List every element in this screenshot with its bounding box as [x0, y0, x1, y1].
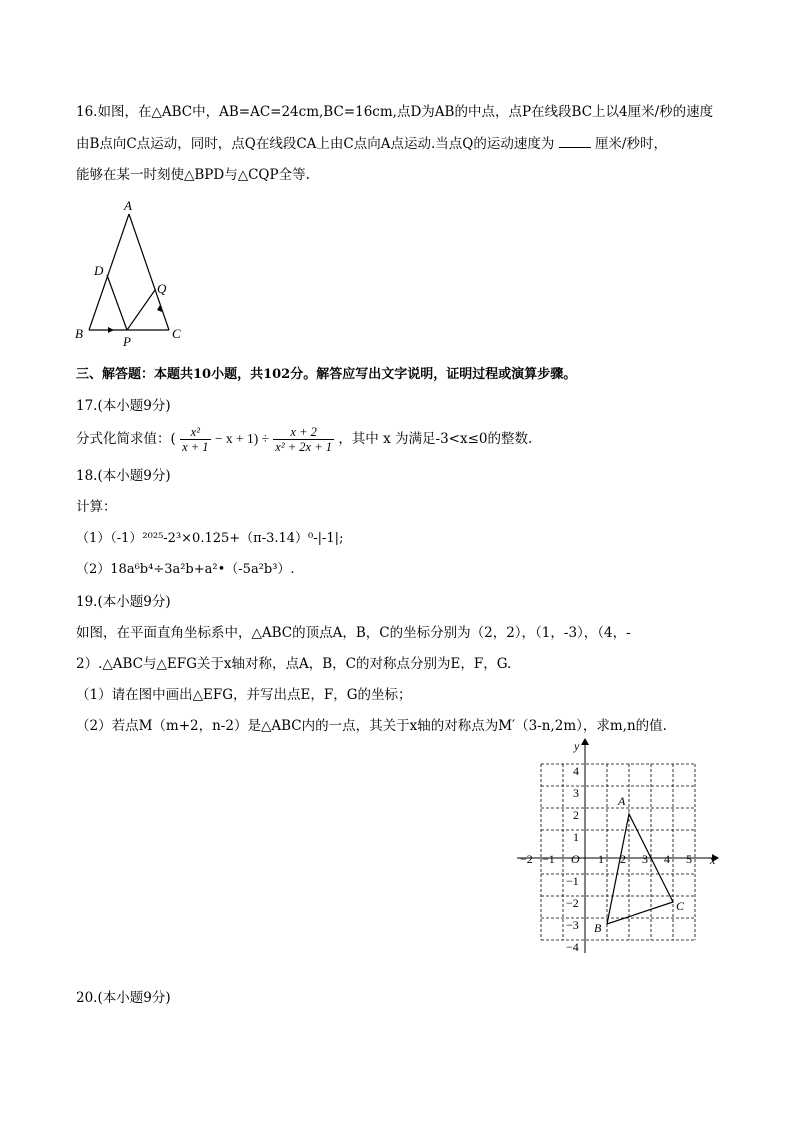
q17-suffix: ，其中 x 为满足-3<x≤0的整数.: [338, 431, 533, 447]
q19-coordinate-grid: [512, 738, 722, 956]
y-tick: 1: [573, 830, 579, 844]
axis-x-label: x: [710, 853, 716, 867]
y-tick: −4: [566, 940, 579, 954]
label-A: A: [124, 198, 132, 213]
q20-head: 20.(本小题9分): [76, 990, 171, 1006]
axis-y-label: y: [574, 739, 580, 753]
x-tick: −2: [520, 852, 533, 866]
x-tick: 4: [664, 852, 670, 866]
triangle-abc: [607, 814, 673, 924]
origin-label: O: [571, 852, 580, 866]
point-A-label: A: [618, 794, 626, 808]
q17-mid: − x + 1) ÷: [214, 431, 269, 446]
y-tick: −2: [566, 896, 579, 910]
x-tick: −1: [542, 852, 555, 866]
x-tick: 5: [686, 852, 692, 866]
y-tick: 2: [573, 808, 579, 822]
label-D: D: [94, 263, 104, 278]
label-C: C: [172, 326, 181, 341]
y-tick: −3: [566, 918, 579, 932]
answer-blank: [559, 135, 591, 148]
label-B: B: [75, 326, 83, 341]
q19-line1: 如图，在平面直角坐标系中，△ABC的顶点A，B，C的坐标分别为（2，2），（1，-3），（4，-: [76, 625, 631, 641]
q16-line1: 16.如图，在△ABC中，AB=AC=24cm,BC=16cm,点D为AB的中点，点P在线段BC上以4厘米/秒的速度: [76, 104, 714, 120]
y-tick: −1: [566, 874, 579, 888]
q19-part2: （2）若点M（m+2，n-2）是△ABC内的一点，其关于x轴的对称点为M′（3-n,2m），求m,n的值.: [76, 718, 667, 734]
x-tick: 3: [642, 852, 648, 866]
q16-line3: 能够在某一时刻使△BPD与△CQP全等.: [76, 167, 310, 183]
point-C-label: C: [676, 899, 685, 913]
x-tick: 1: [598, 852, 604, 866]
q17-body: [76, 422, 532, 456]
q16-line2: [76, 135, 667, 153]
q19-part1: （1）请在图中画出△EFG，并写出点E，F，G的坐标；: [76, 687, 412, 703]
q16-line2-a: 由B点向C点运动，同时，点Q在线段CA上由C点向A点运动.当点Q的运动速度为: [76, 136, 555, 152]
q18-part1: （1）（-1）²⁰²⁵-2³×0.125+（π-3.14）⁰-|-1|;: [76, 531, 344, 546]
q17-prefix: 分式化简求值：(: [76, 431, 176, 447]
y-tick: 4: [573, 764, 579, 778]
q18-part2: （2）18a⁶b⁴÷3a²b+a²•（-5a²b³）.: [76, 562, 295, 577]
q17-fraction-2: $\frac{x + 2}{\text{x² + 2x + 1}}$: [275, 425, 333, 454]
q18-head: 18.(本小题9分): [76, 468, 171, 484]
q16-line2-b: 厘米/秒时，: [594, 136, 667, 152]
x-tick: 2: [620, 852, 626, 866]
q19-head: 19.(本小题9分): [76, 594, 171, 610]
section-heading: 三、解答题：本题共10小题，共102分。解答应写出文字说明，证明过程或演算步骤。: [76, 367, 577, 382]
q17-fraction-1: $\frac{\text{x²}}{x + 1}$: [182, 425, 209, 454]
label-P: P: [123, 334, 131, 349]
point-B-label: B: [594, 921, 602, 935]
label-Q: Q: [157, 281, 167, 296]
q19-line2: 2）.△ABC与△EFG关于x轴对称，点A，B，C的对称点分别为E，F，G.: [76, 656, 512, 672]
q16-triangle-figure: [70, 195, 190, 350]
y-tick: 3: [573, 786, 579, 800]
q17-head: 17.(本小题9分): [76, 398, 171, 414]
q18-calc: 计算：: [76, 499, 117, 515]
